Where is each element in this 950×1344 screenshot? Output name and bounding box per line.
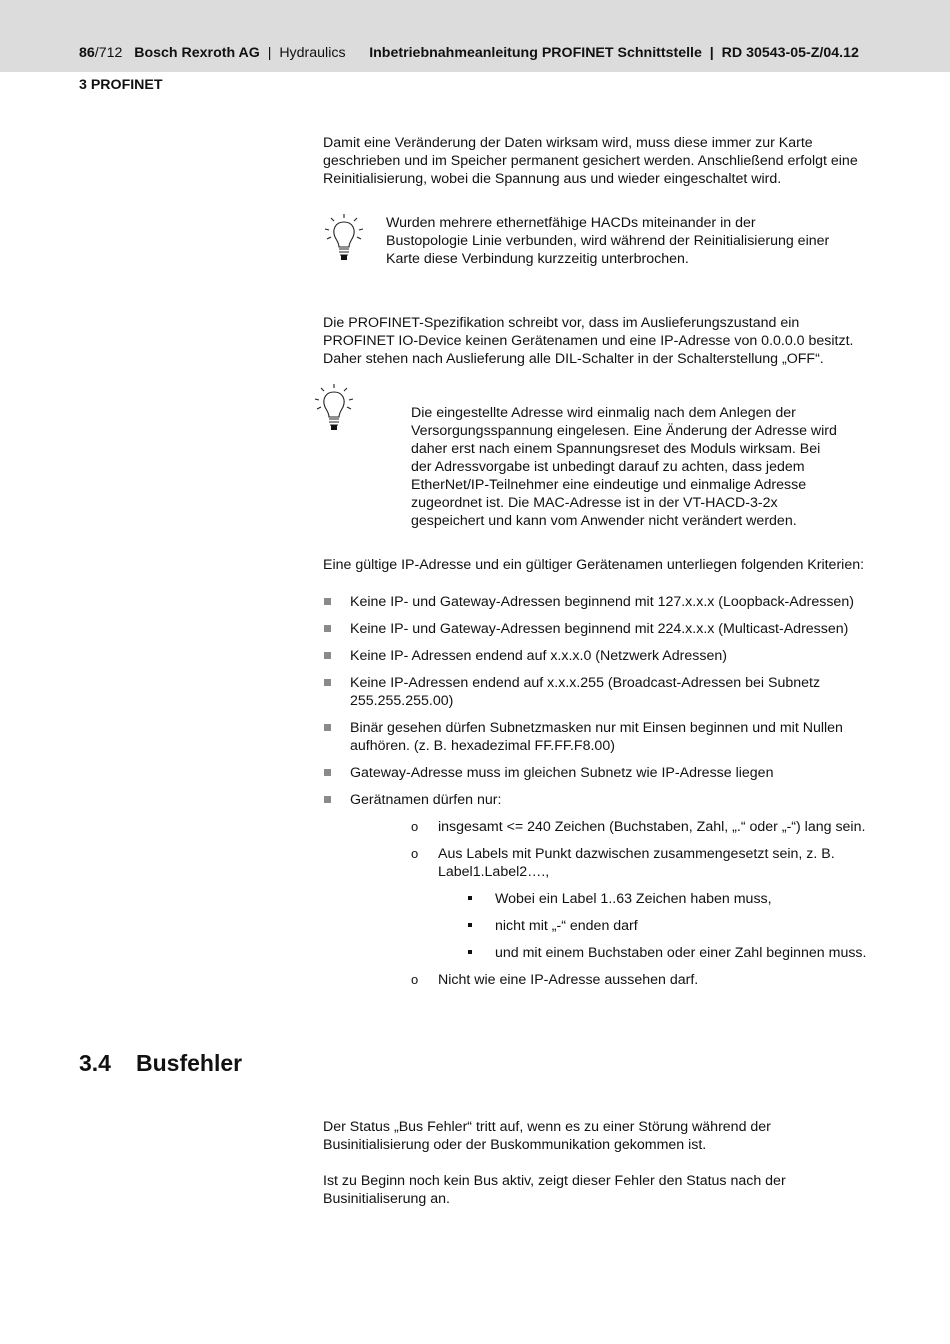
list-item [323,674,883,710]
list-item-text: Keine IP- und Gateway-Adressen beginnend mit 127.x.x.x (Loopback-Adressen) [350,594,854,610]
division-name: Hydraulics [279,45,346,61]
sub-list-item-text: Aus Labels mit Punkt dazwischen zusammengesetzt sein, z. B. Label1.Label2…., [438,846,835,880]
paragraph-bus-error: Der Status „Bus Fehler“ tritt auf, wenn es zu einer Störung während der Businitialisierung oder der Buskommunikation gekommen ist. [323,1119,771,1153]
header-separator-2: | [709,45,714,61]
paragraph-data-change: Damit eine Veränderung der Daten wirksam wird, muss diese immer zur Karte geschrieben und im Speicher permanent gesichert werden. Anschließend erfolgt eine Reinitialisierung, wobei die Spannung aus und wieder eingeschaltet wird. [323,135,858,187]
list-item-text: Gateway-Adresse muss im gleichen Subnetz wie IP-Adresse liegen [350,765,774,781]
bullet-circle: o [411,819,419,834]
note-reinitialization: Wurden mehrere ethernetfähige HACDs miteinander in der Bustopologie Linie verbunden, wird während der Reinitialisierung einer Karte diese Verbindung kurzzeitig unterbrochen. [386,215,830,267]
label-rule-text: und mit einem Buchstaben oder einer Zahl beginnen muss. [495,945,867,961]
paragraph-bus-inactive: Ist zu Beginn noch kein Bus aktiv, zeigt dieser Fehler den Status nach der Businitialiserung an. [323,1173,786,1207]
list-item-text: Keine IP- Adressen endend auf x.x.x.0 (Netzwerk Adressen) [350,648,727,664]
label-rules [468,890,883,962]
lightbulb-icon [312,382,356,432]
list-item [323,764,883,782]
page-total: /712 [94,45,123,61]
sub-list-item-text: insgesamt <= 240 Zeichen (Buchstaben, Zahl, „.“ oder „-“) lang sein. [438,819,866,835]
sub-list-item [411,845,883,962]
list-item-text: Keine IP-Adressen endend auf x.x.x.255 (Broadcast-Adressen bei Subnetz 255.255.255.00) [350,675,821,709]
note-address-setting: Die eingestellte Adresse wird einmalig nach dem Anlegen der Versorgungsspannung eingelesen. Eine Änderung der Adresse wird daher erst nach einem Spannungsreset des Moduls wirksam. Bei der Adressvorgabe ist unbedingt darauf zu achten, dass jedem EtherNet/IP-Teilnehmer eine eindeutige und einmalige Adresse zugeordnet ist. Die MAC-Adresse ist in der VT-HACD-3-2x gespeichert und kann vom Anwender nicht verändert werden. [411,405,837,529]
document-number: RD 30543-05-Z/04.12 [721,45,859,61]
list-item [323,647,883,665]
bullet-circle: o [411,972,419,987]
section-label: 3 PROFINET [79,77,163,93]
bullet-square [324,796,331,803]
bullet-circle: o [411,846,419,861]
sub-list-item [411,971,883,989]
header-line [79,45,879,61]
bullet-dot [468,950,472,954]
list-item-text: Binär gesehen dürfen Subnetzmasken nur mit Einsen beginnen und mit Nullen aufhören. (z. B. hexadezimal FF.FF.F8.00) [350,720,843,754]
bullet-square [324,724,331,731]
device-name-rules [411,818,883,989]
bullet-dot [468,896,472,900]
list-item [323,593,883,611]
paragraph-profinet-spec: Die PROFINET-Spezifikation schreibt vor, dass im Auslieferungszustand ein PROFINET IO-Device keinen Gerätenamen und eine IP-Adresse von 0.0.0.0 besitzt. Daher stehen nach Auslieferung alle DIL-Schalter in der Schalterstellung „OFF“. [323,315,854,367]
criteria-intro: Eine gültige IP-Adresse und ein gültiger Gerätenamen unterliegen folgenden Kriterien: [323,557,865,573]
list-item-text: Keine IP- und Gateway-Adressen beginnend mit 224.x.x.x (Multicast-Adressen) [350,621,849,637]
bullet-square [324,679,331,686]
document-title: Inbetriebnahmeanleitung PROFINET Schnittstelle [369,45,702,61]
list-item-text: Gerätnamen dürfen nur: [350,792,502,808]
bullet-dot [468,923,472,927]
label-rule-item [468,944,883,962]
section-heading [79,1050,242,1077]
label-rule-text: Wobei ein Label 1..63 Zeichen haben muss, [495,891,772,907]
bullet-square [324,769,331,776]
bullet-square [324,598,331,605]
header-separator: | [267,45,272,61]
sub-list-item-text: Nicht wie eine IP-Adresse aussehen darf. [438,972,699,988]
label-rule-text: nicht mit „-“ enden darf [495,918,638,934]
company-name: Bosch Rexroth AG [134,45,260,61]
list-item [323,719,883,755]
lightbulb-icon [322,212,366,262]
bullet-square [324,652,331,659]
page-number: 86 [79,45,95,61]
label-rule-item [468,917,883,935]
page-header [0,0,950,72]
label-rule-item [468,890,883,908]
sub-list-item [411,818,883,836]
list-item [323,620,883,638]
section-heading-number: 3.4 [79,1050,111,1076]
list-item [323,791,883,989]
section-heading-title: Busfehler [136,1050,243,1076]
criteria-list [323,593,883,998]
bullet-square [324,625,331,632]
